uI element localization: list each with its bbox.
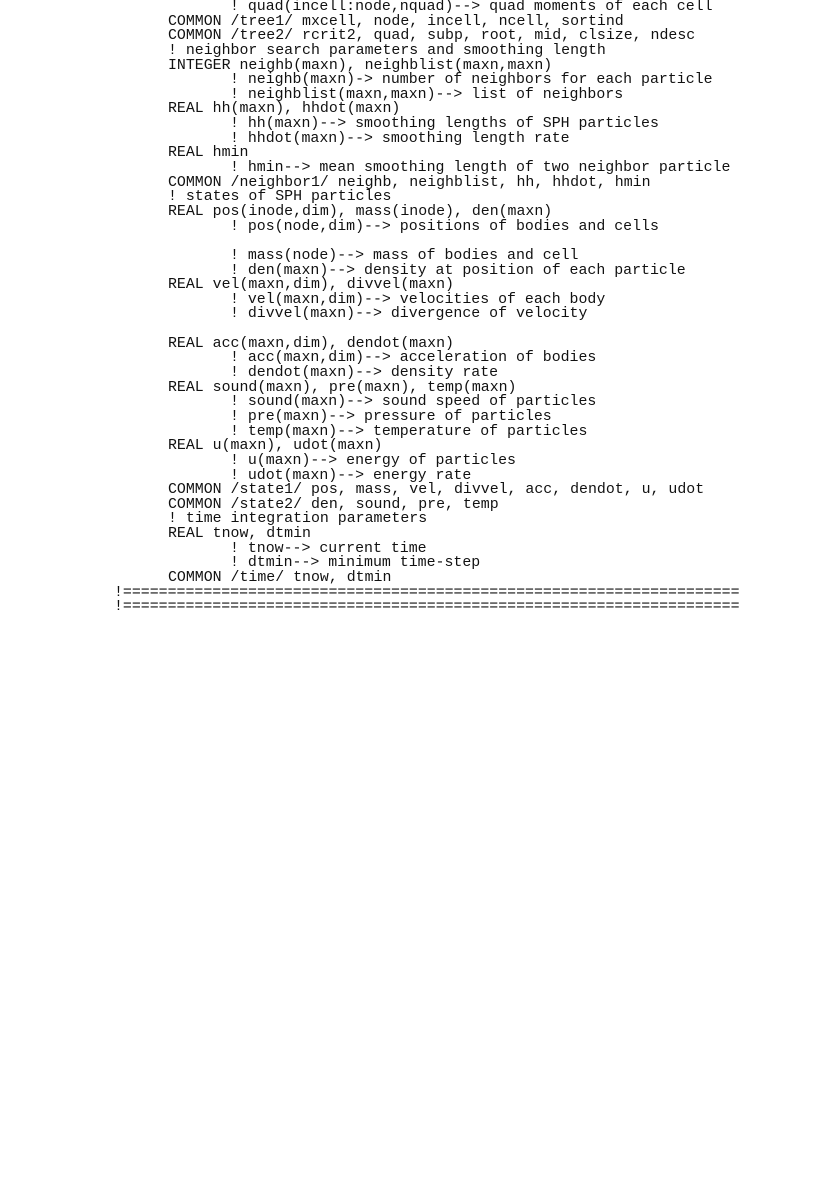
code-line-comment: ! udot(maxn)--> energy rate bbox=[230, 467, 472, 484]
code-line: REAL acc(maxn,dim), dendot(maxn) bbox=[168, 335, 454, 352]
code-line-comment: ! divvel(maxn)--> divergence of velocity bbox=[230, 306, 588, 323]
code-line-comment: ! hh(maxn)--> smoothing lengths of SPH particles bbox=[230, 116, 659, 133]
code-line-blank bbox=[168, 322, 794, 337]
code-line-comment: ! neighblist(maxn,maxn)--> list of neighbors bbox=[230, 86, 624, 103]
code-line-comment: ! temp(maxn)--> temperature of particles bbox=[230, 423, 588, 440]
code-line-comment: ! hmin--> mean smoothing length of two neighbor particle bbox=[230, 160, 731, 177]
code-line: REAL vel(maxn,dim), divvel(maxn) bbox=[168, 277, 454, 294]
code-line: COMMON /state2/ den, sound, pre, temp bbox=[168, 496, 499, 513]
code-line-comment: ! pos(node,dim)--> positions of bodies and cells bbox=[230, 218, 659, 235]
code-line: INTEGER neighb(maxn), neighblist(maxn,maxn) bbox=[168, 57, 553, 74]
code-line: REAL sound(maxn), pre(maxn), temp(maxn) bbox=[168, 379, 517, 396]
separator-line: !===================================================================== bbox=[114, 584, 740, 601]
code-line-comment: ! u(maxn)--> energy of particles bbox=[230, 452, 516, 469]
code-line-comment: ! states of SPH particles bbox=[168, 189, 392, 206]
code-line-comment: ! sound(maxn)--> sound speed of particles bbox=[230, 394, 597, 411]
code-line: REAL hmin bbox=[168, 145, 249, 162]
code-line-comment: ! neighb(maxn)-> number of neighbors for each particle bbox=[230, 72, 713, 89]
code-line: REAL u(maxn), udot(maxn) bbox=[168, 438, 383, 455]
code-listing bbox=[0, 0, 740, 616]
code-line-comment: ! vel(maxn,dim)--> velocities of each body bbox=[230, 291, 606, 308]
code-line: COMMON /state1/ pos, mass, vel, divvel, acc, dendot, u, udot bbox=[168, 482, 705, 499]
code-line: COMMON /time/ tnow, dtmin bbox=[168, 569, 392, 586]
code-line-comment: ! dendot(maxn)--> density rate bbox=[230, 365, 499, 382]
code-line-comment: ! acc(maxn,dim)--> acceleration of bodies bbox=[230, 350, 597, 367]
code-line-comment: ! time integration parameters bbox=[168, 511, 428, 528]
code-line-comment: ! quad(incell:node,nquad)--> quad moments of each cell bbox=[230, 0, 713, 15]
code-line: REAL tnow, dtmin bbox=[168, 526, 311, 543]
code-line-comment: ! dtmin--> minimum time-step bbox=[230, 555, 481, 572]
code-line: COMMON /neighbor1/ neighb, neighblist, hh, hhdot, hmin bbox=[168, 174, 651, 191]
code-line-comment: ! pre(maxn)--> pressure of particles bbox=[230, 408, 552, 425]
code-line-comment: ! den(maxn)--> density at position of each particle bbox=[230, 262, 686, 279]
code-line: REAL hh(maxn), hhdot(maxn) bbox=[168, 101, 401, 118]
code-line-comment: ! hhdot(maxn)--> smoothing length rate bbox=[230, 130, 570, 147]
code-line-comment: ! tnow--> current time bbox=[230, 540, 427, 557]
code-line: COMMON /tree1/ mxcell, node, incell, ncell, sortind bbox=[168, 13, 624, 30]
code-line: COMMON /tree2/ rcrit2, quad, subp, root, mid, clsize, ndesc bbox=[168, 28, 696, 45]
code-line-comment: ! mass(node)--> mass of bodies and cell bbox=[230, 247, 579, 264]
separator-line: !===================================================================== bbox=[114, 599, 740, 616]
code-line-comment: ! neighbor search parameters and smoothing length bbox=[168, 42, 606, 59]
code-line-blank bbox=[230, 234, 830, 249]
code-line: REAL pos(inode,dim), mass(inode), den(maxn) bbox=[168, 203, 553, 220]
